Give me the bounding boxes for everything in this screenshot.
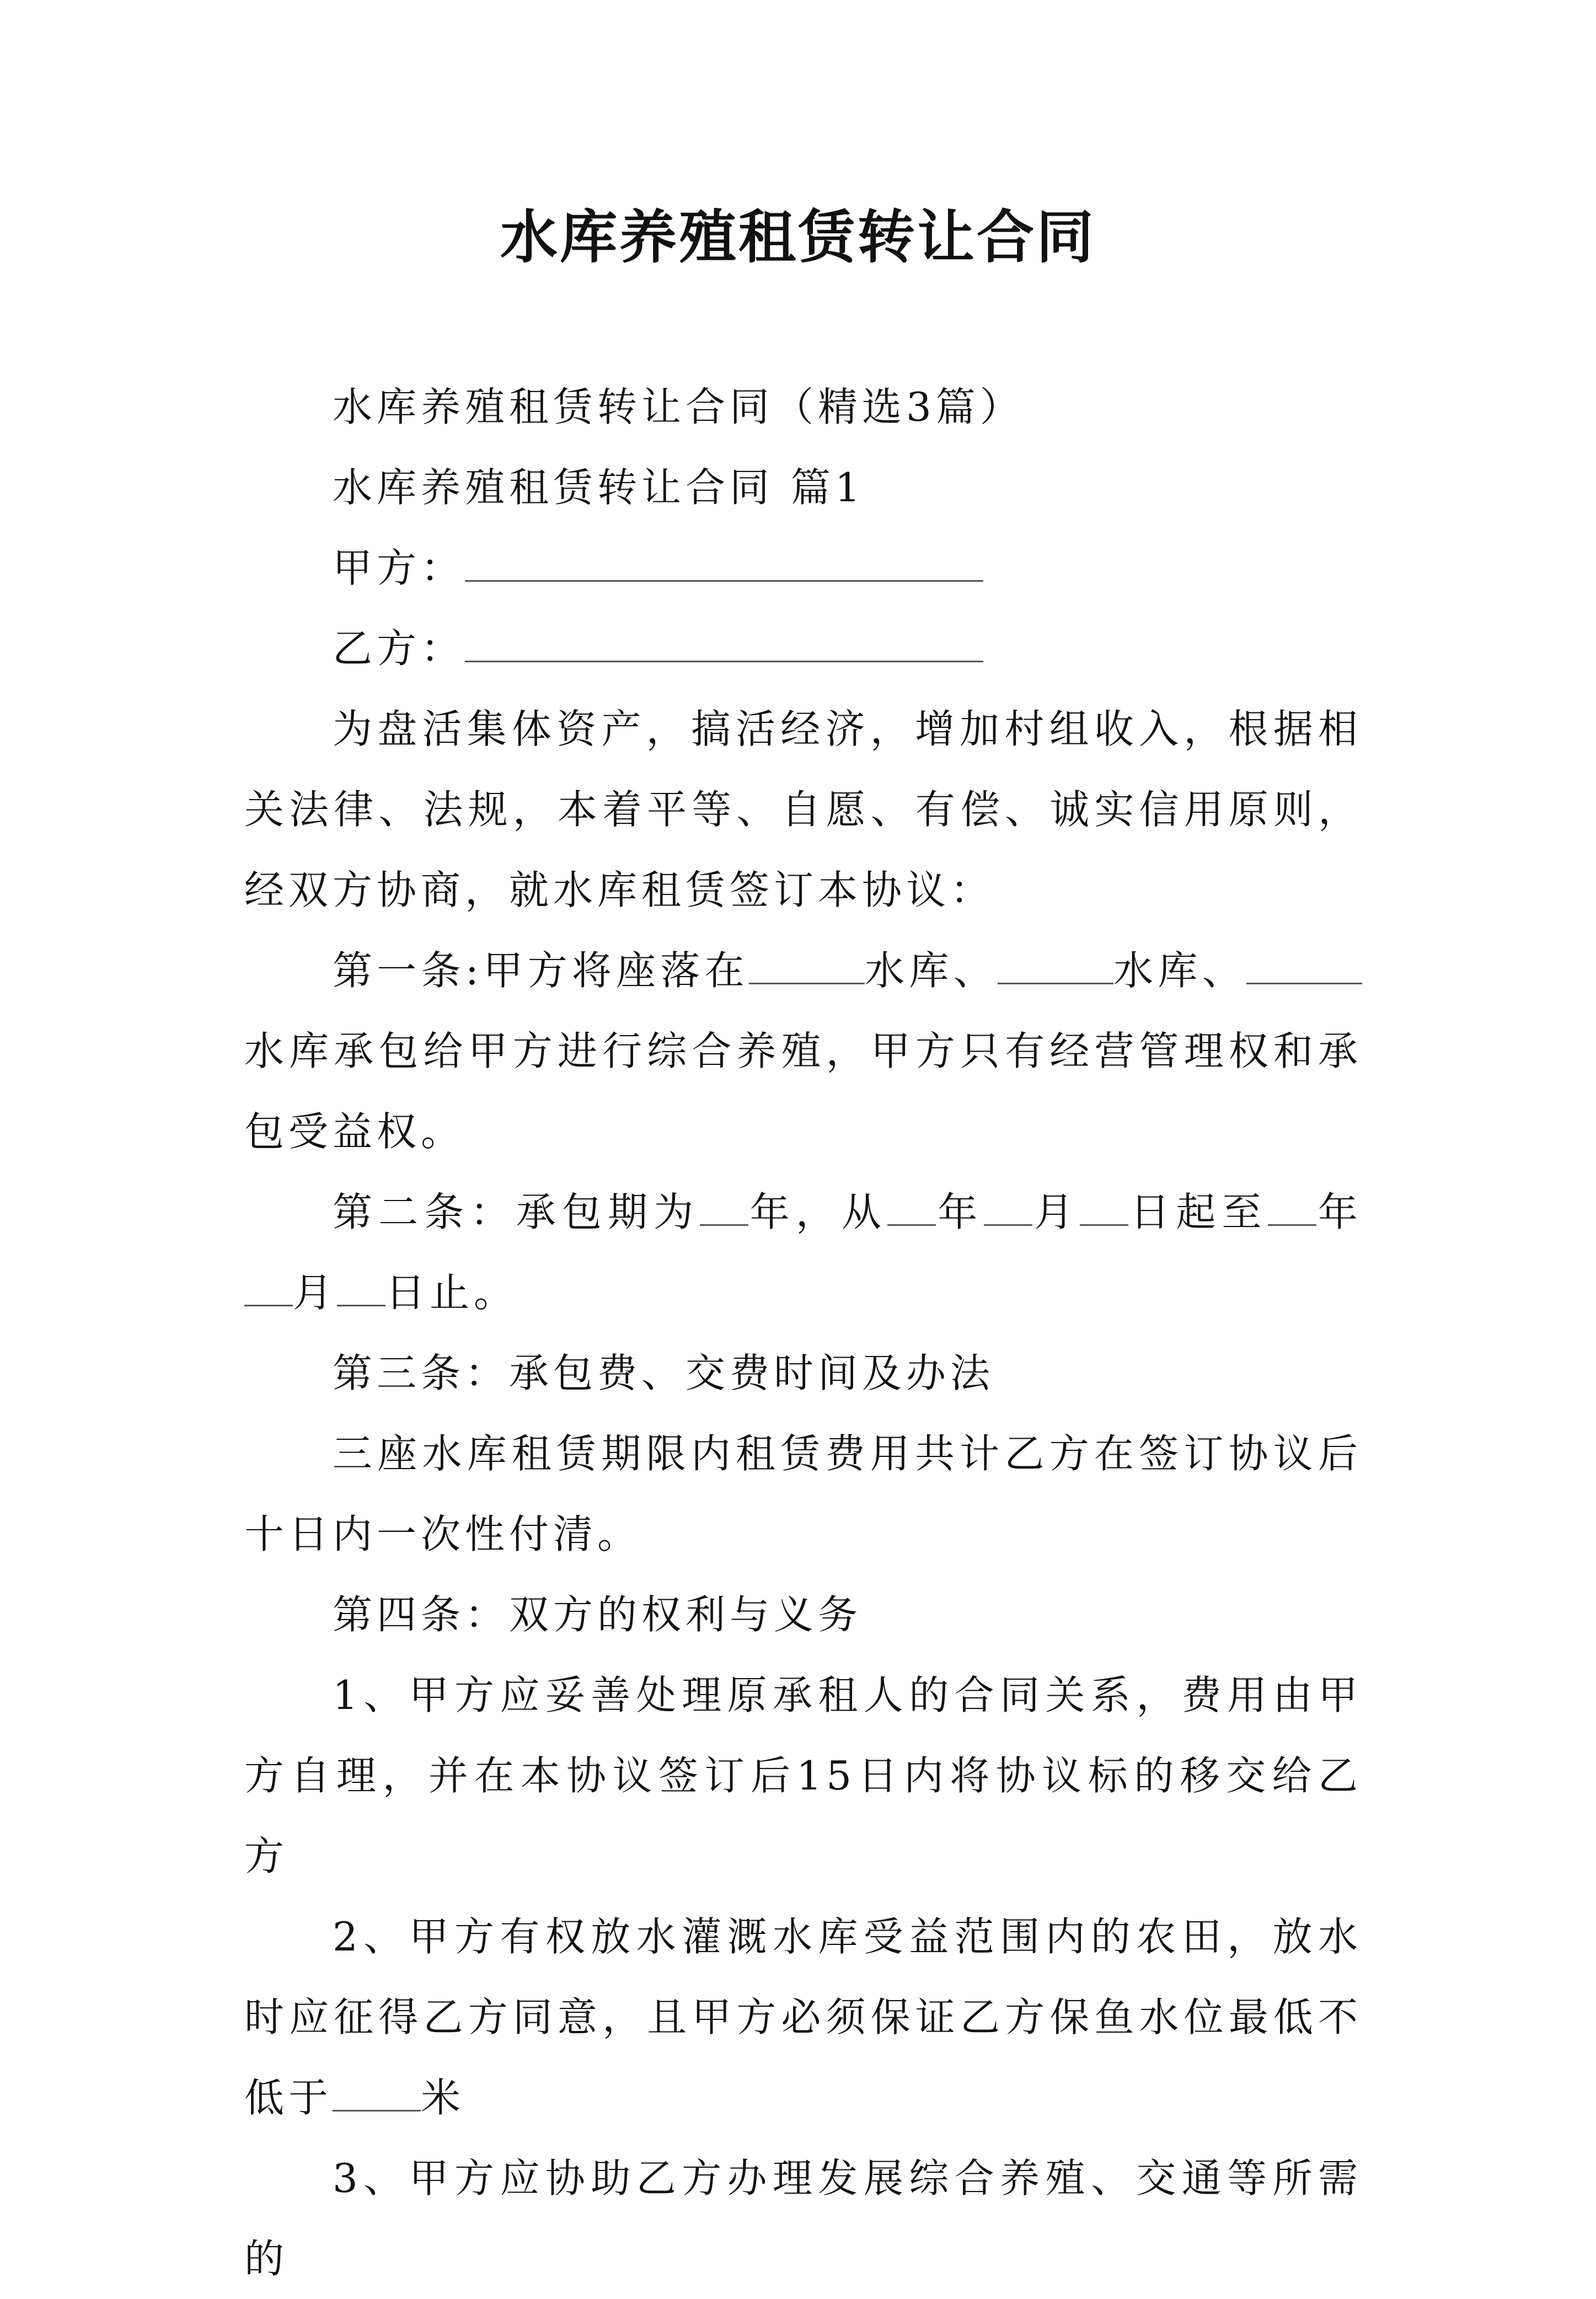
part-heading: 水库养殖租赁转让合同 篇1 xyxy=(333,464,865,511)
article-3-heading: 第三条：承包费、交费时间及办法 xyxy=(333,1350,995,1396)
party-a-line xyxy=(244,528,1362,608)
article-2-text: 第二条：承包期为 xyxy=(333,1189,700,1235)
article-1-text: 第一条:甲方将座落在 xyxy=(333,947,749,994)
article-1-text: 水库、 xyxy=(864,947,998,994)
document-body xyxy=(244,367,1362,2299)
reservoir-blank-1 xyxy=(749,952,865,984)
article-2-text: 年 xyxy=(936,1189,984,1235)
article-2-text: 年，从 xyxy=(748,1189,888,1235)
intro-paragraph: 为盘活集体资产，搞活经济，增加村组收入，根据相关法律、法规，本着平等、自愿、有偿、诚实信用原则，经双方协商，就水库租赁签订本协议： xyxy=(244,706,1362,913)
article-2-text: 日止。 xyxy=(385,1269,518,1316)
article-4-item-2-text: 2、甲方有权放水灌溉水库受益范围内的农田，放水时应征得乙方同意，且甲方必须保证乙方保鱼水位最低不低于 xyxy=(244,1914,1362,2121)
article-2-text: 月 xyxy=(293,1269,338,1316)
article-4-item-1: 1、甲方应妥善处理原承租人的合同关系，费用由甲方自理，并在本协议签订后15日内将协议标的移交给乙方 xyxy=(244,1672,1362,1879)
article-2-text: 月 xyxy=(1032,1189,1080,1235)
article-2-text: 日起至 xyxy=(1128,1189,1268,1235)
end-year-blank xyxy=(1268,1193,1316,1226)
article-2 xyxy=(244,1172,1362,1333)
article-4-item-2-text: 米 xyxy=(421,2075,465,2121)
article-1-text: 水库承包给甲方进行综合养殖，甲方只有经营管理权和承包受益权。 xyxy=(244,1028,1362,1155)
article-1 xyxy=(244,930,1362,1172)
start-month-blank xyxy=(984,1193,1032,1226)
reservoir-blank-2 xyxy=(998,952,1113,984)
party-b-line xyxy=(244,608,1362,689)
end-day-blank xyxy=(337,1274,385,1306)
document-title: 水库养殖租赁转让合同 xyxy=(500,203,1096,271)
party-b-label: 乙方： xyxy=(333,625,465,672)
start-year-blank xyxy=(887,1193,936,1226)
article-4-item-3: 3、甲方应协助乙方办理发展综合养殖、交通等所需的 xyxy=(244,2155,1362,2282)
article-1-text: 水库、 xyxy=(1113,947,1246,994)
party-a-label: 甲方： xyxy=(333,545,465,591)
subtitle-line: 水库养殖租赁转让合同（精选3篇） xyxy=(333,384,1024,430)
term-years-blank xyxy=(700,1193,748,1226)
end-month-blank xyxy=(244,1274,293,1306)
article-3-body: 三座水库租赁期限内租赁费用共计乙方在签订协议后十日内一次性付清。 xyxy=(244,1430,1362,1557)
party-b-blank xyxy=(465,630,983,662)
article-4-item-2 xyxy=(244,1896,1362,2138)
start-day-blank xyxy=(1080,1193,1128,1226)
water-level-blank xyxy=(333,2079,421,2112)
article-4-heading: 第四条：双方的权利与义务 xyxy=(333,1591,863,1638)
article-2-text: 年 xyxy=(1316,1189,1362,1235)
reservoir-blank-3 xyxy=(1246,952,1362,984)
party-a-blank xyxy=(465,549,983,582)
